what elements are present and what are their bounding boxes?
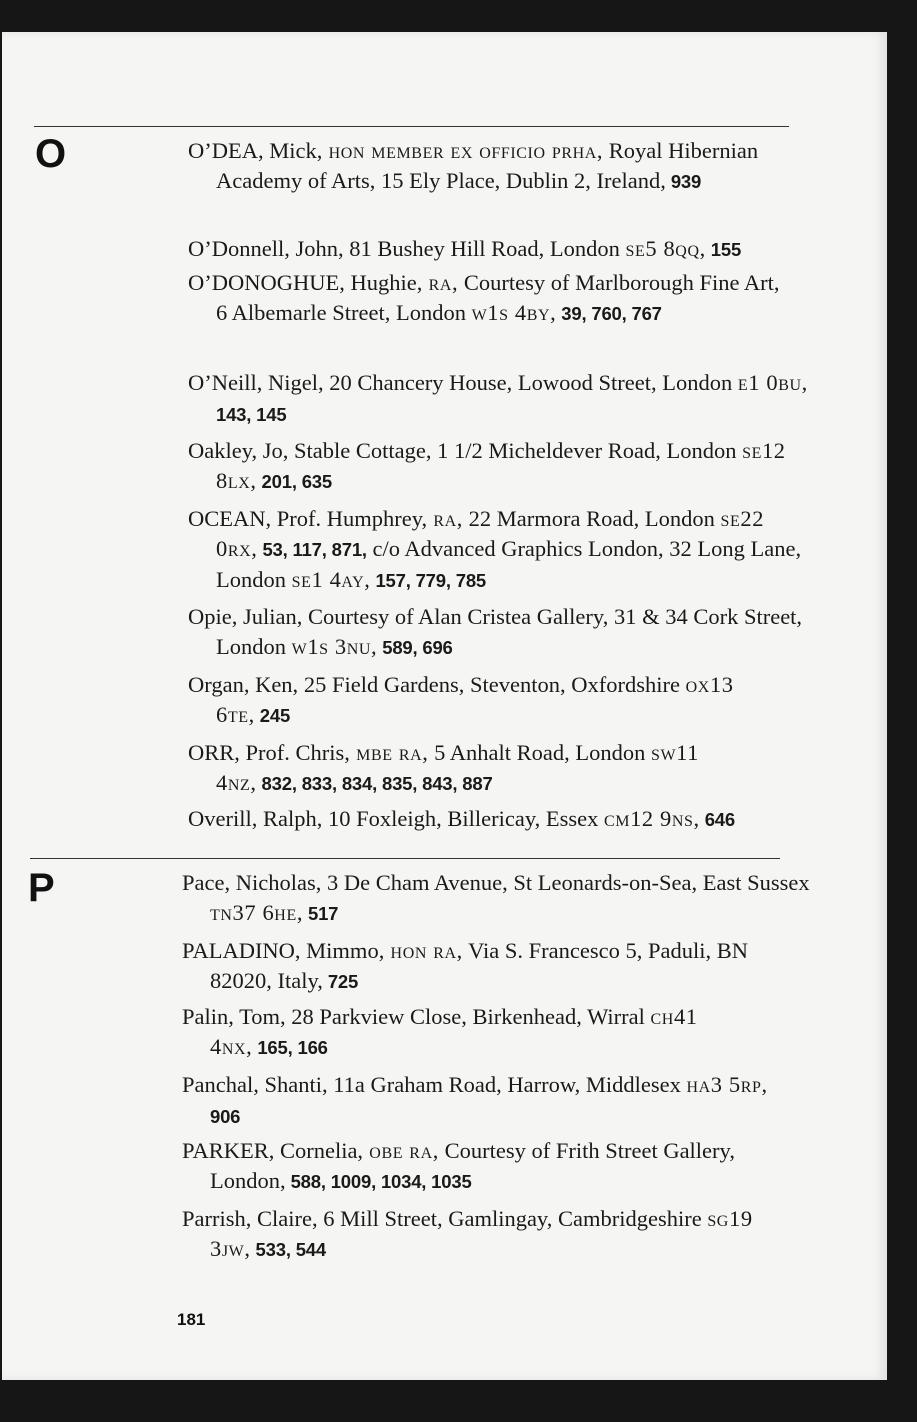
entry-postcode: ox13 6te, xyxy=(216,672,734,727)
entry-address: 3 De Cham Avenue, St Leonards-on-Sea, East Sussex xyxy=(321,870,810,895)
entry-page-refs: 725 xyxy=(322,971,359,992)
entry-address: Stable Cottage, 1 1/2 Micheldever Road, London xyxy=(288,438,743,463)
entry-page-refs: 939 xyxy=(665,171,702,192)
entry-page-refs: 906 xyxy=(210,1106,241,1127)
entry-postcode-2: se1 4ay, xyxy=(291,567,371,592)
entry-name: O’DONOGHUE, Hughie, xyxy=(188,270,423,295)
entry-postcode: se5 8qq, xyxy=(625,236,706,261)
entry-page-refs: 53, 117, 871, xyxy=(257,539,367,560)
index-entry xyxy=(182,868,810,929)
entry-postcode: sw11 4nz, xyxy=(216,740,700,795)
entry-page-refs: 533, 544 xyxy=(250,1239,326,1260)
index-entry xyxy=(182,936,810,997)
entry-page-refs: 143, 145 xyxy=(216,404,287,425)
entry-page-refs: 201, 635 xyxy=(256,471,332,492)
entry-address: 6 Mill Street, Gamlingay, Cambridgeshire xyxy=(317,1206,708,1231)
entry-page-refs: 832, 833, 834, 835, 843, 887 xyxy=(256,773,493,794)
index-entry xyxy=(188,738,736,799)
entry-address: Courtesy of Marlborough Fine Art, 6 Albemarle Street, London xyxy=(216,270,780,325)
index-entry xyxy=(188,268,791,329)
entry-postcode: ch41 4nx, xyxy=(210,1004,698,1059)
entry-name: Palin, Tom, xyxy=(182,1004,286,1029)
entry-honours: ra, xyxy=(427,506,464,531)
index-entry xyxy=(188,670,776,731)
entry-name: O’Donnell, John, xyxy=(188,236,344,261)
entry-page-refs: 165, 166 xyxy=(252,1037,328,1058)
section-p-rule xyxy=(30,858,780,859)
entry-name: PARKER, Cornelia, xyxy=(182,1138,364,1163)
index-entry xyxy=(182,1136,750,1197)
entry-page-refs: 646 xyxy=(699,809,735,830)
entry-address: 28 Parkview Close, Birkenhead, Wirral xyxy=(285,1004,651,1029)
entry-postcode: cm12 9ns, xyxy=(603,806,700,831)
entry-address: Courtesy of Frith Street Gallery, London, xyxy=(210,1138,735,1193)
entry-postcode: sg19 3jw, xyxy=(210,1206,753,1261)
entry-address-2: c/o Advanced Graphics London, 32 Long Lane, London xyxy=(216,536,802,592)
book-page xyxy=(2,32,887,1380)
section-o-rule xyxy=(34,126,789,127)
entry-name: Overill, Ralph, xyxy=(188,806,323,831)
entry-postcode: se12 8lx, xyxy=(216,438,786,493)
entry-address: 11a Graham Road, Harrow, Middlesex xyxy=(327,1072,687,1097)
index-entry xyxy=(188,136,786,197)
entry-name: Parrish, Claire, xyxy=(182,1206,318,1231)
entry-postcode: w1s 4by, xyxy=(471,300,557,325)
entry-postcode: ha3 5rp, xyxy=(686,1072,768,1097)
entry-postcode: e1 0bu, xyxy=(737,370,808,395)
entry-address: 81 Bushey Hill Road, London xyxy=(343,236,626,261)
entry-page-refs: 588, 1009, 1034, 1035 xyxy=(285,1171,472,1192)
index-entry xyxy=(188,504,806,596)
entry-address: 20 Chancery House, Lowood Street, London xyxy=(323,370,738,395)
entry-name: Organ, Ken, xyxy=(188,672,299,697)
entry-address: Via S. Francesco 5, Paduli, BN 82020, Italy, xyxy=(210,938,748,993)
entry-name: O’Neill, Nigel, xyxy=(188,370,324,395)
entry-page-refs: 39, 760, 767 xyxy=(556,303,662,324)
entry-page-refs: 517 xyxy=(303,903,339,924)
entry-name: Oakley, Jo, xyxy=(188,438,289,463)
entry-address: Royal Hibernian Academy of Arts, 15 Ely Place, Dublin 2, Ireland, xyxy=(216,138,759,193)
entry-address: 22 Marmora Road, London xyxy=(463,506,721,531)
entry-page-refs: 155 xyxy=(705,239,742,260)
entry-page-refs-2: 157, 779, 785 xyxy=(370,570,486,591)
entry-address: Courtesy of Alan Cristea Gallery, 31 & 34 Cork Street, London xyxy=(216,604,803,659)
entry-postcode: tn37 6he, xyxy=(210,900,304,925)
entry-name: PALADINO, Mimmo, xyxy=(182,938,385,963)
section-letter-o: O xyxy=(35,132,67,176)
entry-name: OCEAN, Prof. Humphrey, xyxy=(188,506,428,531)
index-entry xyxy=(188,368,826,430)
entry-honours: ra, xyxy=(422,270,459,295)
entry-name: Pace, Nicholas, xyxy=(182,870,322,895)
index-entry xyxy=(188,804,836,835)
entry-honours: mbe ra, xyxy=(349,740,429,765)
index-entry xyxy=(182,1002,730,1063)
index-entry xyxy=(182,1070,770,1132)
entry-name: Opie, Julian, xyxy=(188,604,303,629)
entry-name: Panchal, Shanti, xyxy=(182,1072,328,1097)
index-entry xyxy=(182,1204,790,1265)
entry-page-refs: 245 xyxy=(254,705,291,726)
index-entry xyxy=(188,602,816,663)
page-number: 181 xyxy=(177,1310,206,1329)
entry-name: O’DEA, Mick, xyxy=(188,138,323,163)
entry-honours: hon member ex officio prha, xyxy=(322,138,604,163)
entry-postcode: w1s 3nu, xyxy=(291,634,378,659)
entry-address: 5 Anhalt Road, London xyxy=(428,740,651,765)
entry-name: ORR, Prof. Chris, xyxy=(188,740,350,765)
entry-page-refs: 589, 696 xyxy=(377,637,453,658)
index-entry xyxy=(188,234,836,265)
entry-address: 10 Foxleigh, Billericay, Essex xyxy=(322,806,604,831)
entry-honours: obe ra, xyxy=(363,1138,439,1163)
section-letter-p: P xyxy=(28,866,55,910)
index-entry xyxy=(188,436,826,497)
entry-address: 25 Field Gardens, Steventon, Oxfordshire xyxy=(298,672,686,697)
entry-honours: hon ra, xyxy=(384,938,463,963)
entry-postcode: se22 0rx, xyxy=(216,506,765,561)
